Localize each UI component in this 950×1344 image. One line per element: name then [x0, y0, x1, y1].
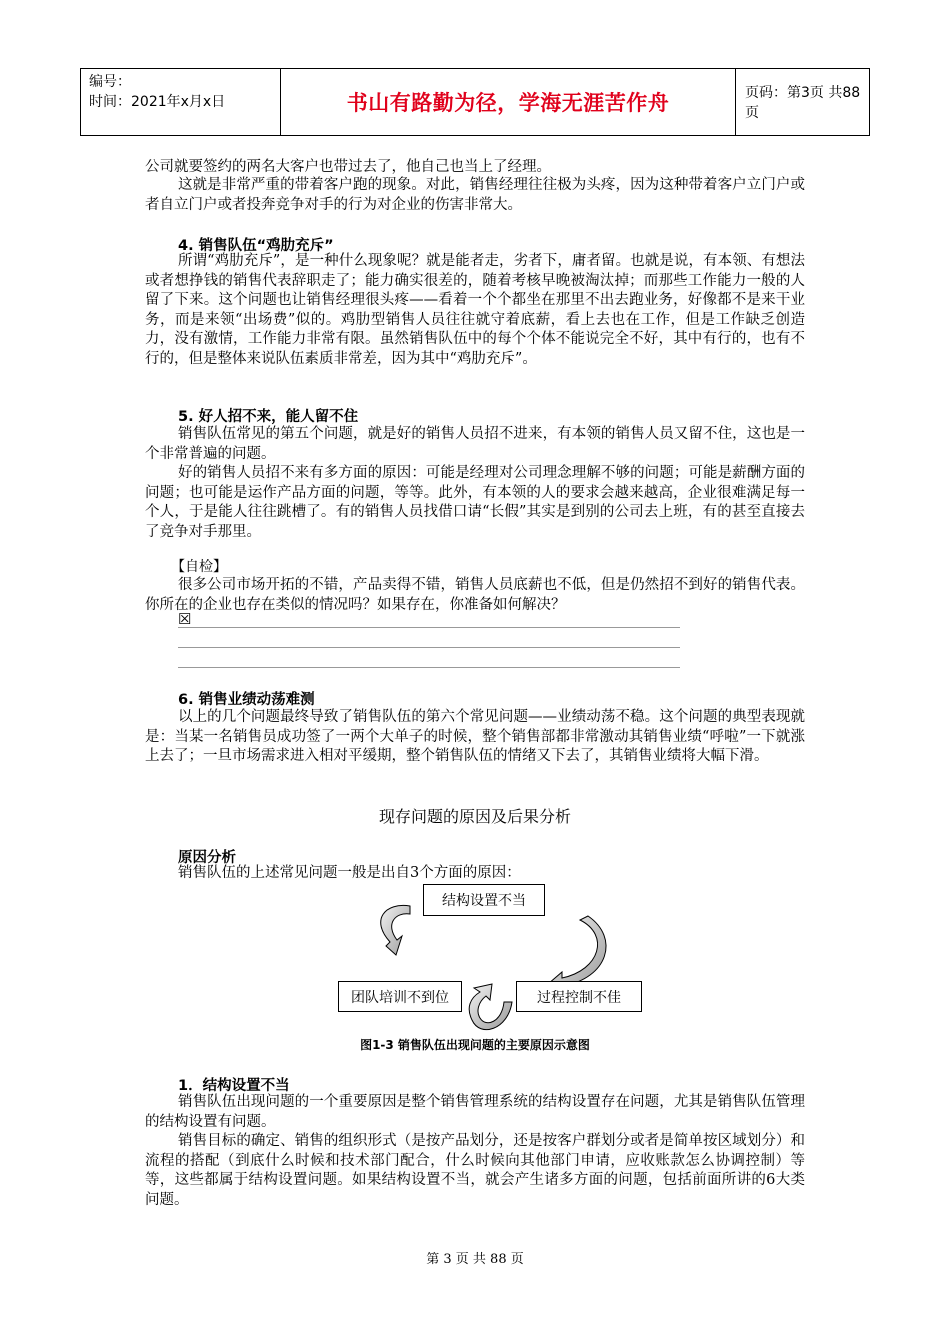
page-header [80, 68, 870, 136]
header-motto: 书山有路勤为径，学海无涯苦作舟 [281, 69, 736, 135]
selfcheck-text: 很多公司市场开拓的不错，产品卖得不错，销售人员底薪也不低，但是仍然招不到好的销售代表。你所在的企业也存在类似的情况吗？如果存在，你准备如何解决？ [145, 577, 805, 613]
paragraph: 销售队伍常见的第五个问题，就是好的销售人员招不进来，有本领的销售人员又留不住，这也是一个非常普遍的问题。 [145, 426, 805, 462]
paragraph: 销售队伍出现问题的一个重要原因是整个销售管理系统的结构设置存在问题，尤其是销售队伍管理的结构设置有问题。 [145, 1094, 805, 1130]
answer-line[interactable] [178, 667, 680, 668]
box-training: 团队培训不到位 [338, 981, 462, 1012]
header-page-label: 页码：第3页 共88页 [745, 85, 861, 121]
answer-line[interactable] [178, 627, 680, 628]
heading-5: 5. 好人招不来，能人留不住 [178, 409, 359, 425]
section-title: 现存问题的原因及后果分析 [378, 807, 571, 826]
paragraph: 销售队伍的上述常见问题一般是出自3个方面的原因： [178, 865, 521, 881]
checkbox-icon[interactable]: ☒ [178, 610, 192, 628]
paragraph: 销售目标的确定、销售的组织形式（是按产品划分，还是按客户群划分或者是简单按区域划分）和流程的搭配（到底什么时候和技术部门配合，什么时候向其他部门申请，应收账款怎么协调控制）等等，这些都属于结构设置问题。如果结构设置不当，就会产生诸多方面的问题，包括前面所讲的6大类问题。 [145, 1133, 805, 1208]
box-structure: 结构设置不当 [423, 884, 545, 916]
selfcheck-title: 【自检】 [171, 559, 227, 575]
figure-caption: 图1-3 销售队伍出现问题的主要原因示意图 [360, 1038, 590, 1052]
answer-line[interactable] [178, 647, 680, 648]
text-line: 公司就要签约的两名大客户也带过去了，他自己也当上了经理。 [145, 159, 551, 175]
time-label: 时间：2021年x月x日 [89, 94, 226, 110]
heading-cause: 原因分析 [178, 850, 236, 866]
heading-4: 4. 销售队伍“鸡肋充斥” [178, 238, 334, 254]
heading-6: 6. 销售业绩动荡难测 [178, 692, 315, 708]
heading-1: 1．结构设置不当 [178, 1078, 290, 1094]
paragraph: 好的销售人员招不来有多方面的原因：可能是经理对公司理念理解不够的问题；可能是薪酬方面的问题；也可能是运作产品方面的问题，等等。此外，有本领的人的要求会越来越高，企业很难满足每一个人，于是能人往往跳槽了。有的销售人员找借口请“长假”其实是到别的公司去上班，有的甚至直接去了竞争对手那里。 [145, 465, 805, 540]
page-footer: 第 3 页 共 88 页 [426, 1252, 524, 1267]
paragraph: 所谓“鸡肋充斥”，是一种什么现象呢？就是能者走，劣者下，庸者留。也就是说，有本领、有想法或者想挣钱的销售代表辞职走了；能力确实很差的，随着考核早晚被淘汰掉；而那些工作能力一般的人留了下来。这个问题也让销售经理很头疼——看着一个个都坐在那里不出去跑业务，好像都不是来干业务，而是来领“出场费”似的。鸡肋型销售人员往往就守着底薪，看上去也在工作，但是工作缺乏创造力，没有激情，工作能力非常有限。虽然销售队伍中的每个个体不能说完全不好，其中有行的，也有不行的，但是整体来说队伍素质非常差，因为其中“鸡肋充斥”。 [145, 253, 805, 367]
number-label: 编号： [89, 74, 131, 90]
box-process: 过程控制不佳 [516, 981, 642, 1012]
paragraph: 以上的几个问题最终导致了销售队伍的第六个常见问题——业绩动荡不稳。这个问题的典型表现就是：当某一名销售员成功签了一两个大单子的时候，整个销售部都非常激动其销售业绩“呼啦”一下就涨上去了；一旦市场需求进入相对平缓期，整个销售队伍的情绪又下去了，其销售业绩将大幅下滑。 [145, 709, 805, 764]
paragraph: 这就是非常严重的带着客户跑的现象。对此，销售经理往往极为头疼，因为这种带着客户立门户或者自立门户或者投奔竞争对手的行为对企业的伤害非常大。 [145, 177, 805, 213]
header-meta [81, 69, 281, 135]
